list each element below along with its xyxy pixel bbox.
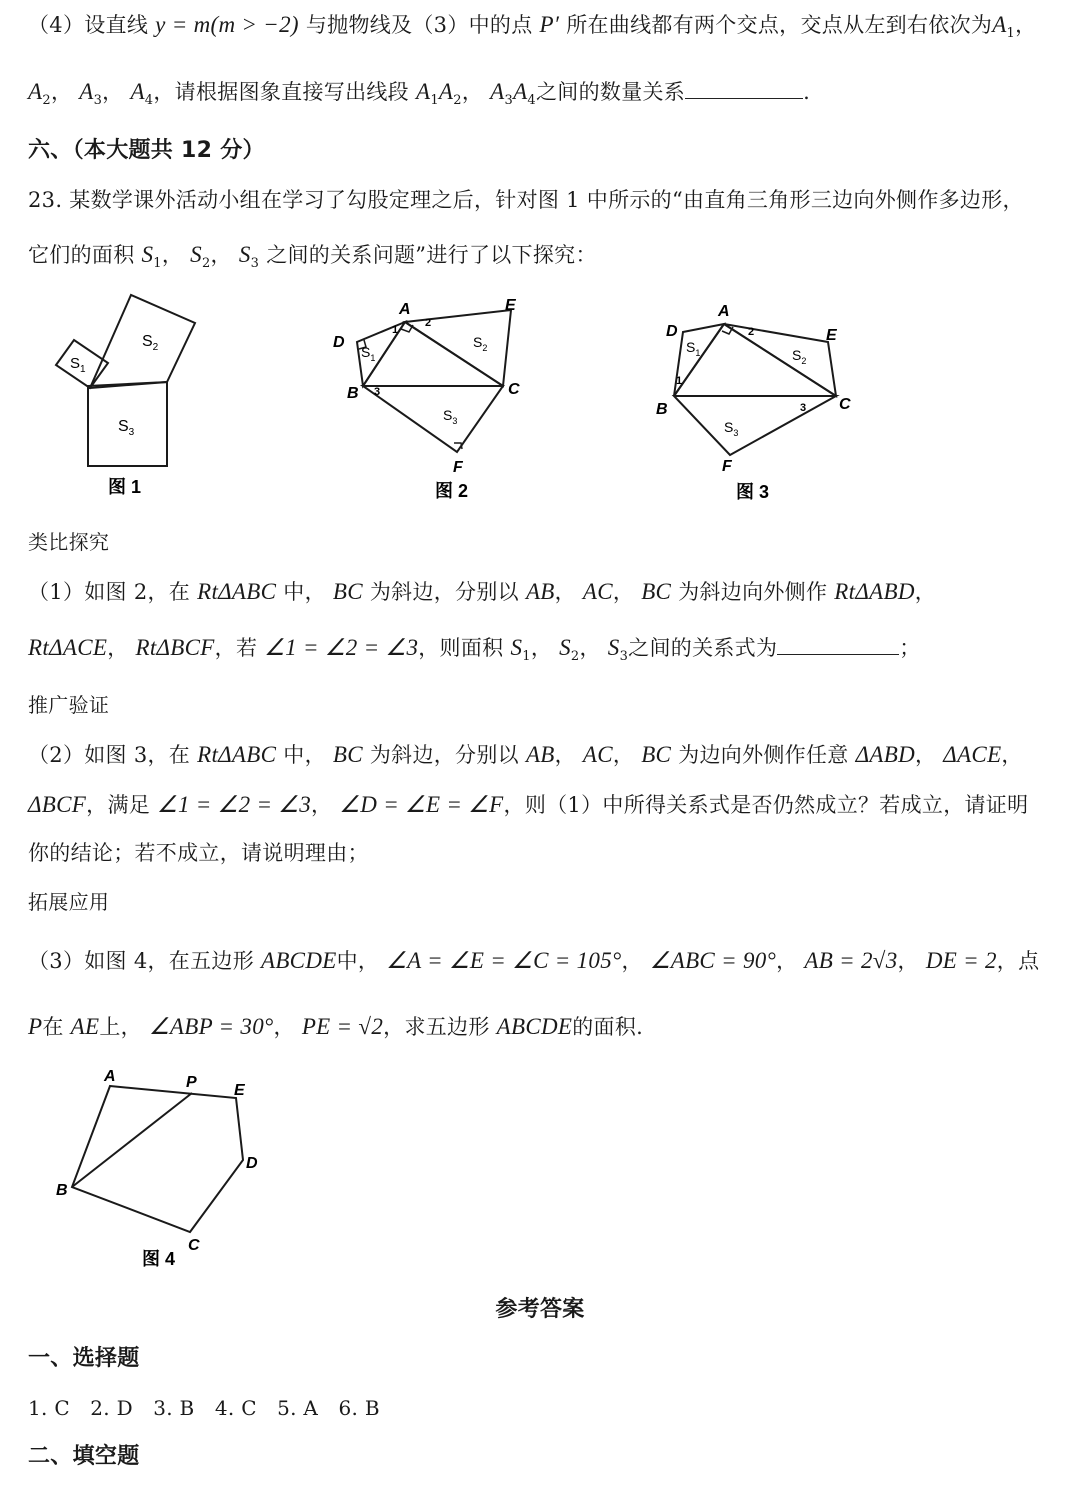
fig2-angle-2: 2 [425, 317, 432, 329]
p3-text-c: ，点 [996, 949, 1040, 973]
fig3-label-a: A [718, 303, 730, 320]
fig3-triangle-bcf [674, 396, 836, 455]
p3-ae: AE [70, 1014, 100, 1039]
seg2-a-sub: 3 [504, 93, 514, 108]
seg1-b: A [438, 79, 454, 104]
fig2-triangle-ace [405, 310, 511, 386]
fig1-caption: 图 1 [108, 477, 142, 497]
q23-intro-line1: 23. 某数学课外活动小组在学习了勾股定理之后，针对图 1 中所示的“由直角三角形三边向外侧作多边形， [28, 188, 1024, 212]
q23-intro2-a: 它们的面积 [28, 243, 135, 267]
p1-rt-abc: RtΔABC [197, 579, 277, 604]
p2-text-d: 为边向外侧作任意 [678, 743, 849, 767]
p2-rt-abc: RtΔABC [197, 742, 277, 767]
p1-angles: ∠1 = ∠2 = ∠3 [264, 635, 419, 660]
p1-ac: AC [582, 579, 613, 604]
fig1-label-s3: $S_3$ [118, 418, 135, 438]
seg2-a: A [490, 79, 505, 104]
s1-symbol: S [141, 242, 154, 267]
fig4-label-d: D [246, 1155, 258, 1172]
fig3-label-s1: $S_1$ [686, 339, 701, 358]
p1-text-g: 之间的关系式为 [628, 636, 778, 660]
s3-symbol: S [238, 242, 251, 267]
q23-intro2-b: 之间的关系问题”进行了以下探究： [266, 243, 597, 267]
fig4-label-e: E [234, 1082, 245, 1099]
point-a3: A [79, 79, 94, 104]
fig2-label-b: B [347, 385, 359, 402]
p3-abcde: ABCDE [260, 948, 337, 973]
q22-point-p-prime: P′ [539, 12, 560, 37]
q22-part4-text-d: ，请根据图象直接写出线段 [153, 80, 409, 104]
fig2-triangle-bcf [363, 386, 503, 452]
point-a2: A [28, 79, 43, 104]
q22-part4-line1 [28, 10, 1052, 49]
answer-blank-q22[interactable] [685, 76, 803, 99]
p1-s2: S [559, 635, 571, 660]
heading-extend: 拓展应用 [28, 890, 110, 914]
q22-part4-line2: $A_2$， $A_3$， $A_4$，请根据图象直接写出线段 $A_1A_2$， $A_3A_4$之间的数量关系 . [28, 76, 1052, 116]
fig2-label-e: E [505, 297, 516, 314]
q23-part2-line3: 你的结论；若不成立，请说明理由； [28, 841, 369, 865]
semicolon: ； [899, 636, 921, 660]
p3-pe: PE = √2 [301, 1014, 384, 1039]
q22-part4-text-a: （4）设直线 [28, 13, 149, 37]
fig4-label-a: A [104, 1068, 116, 1085]
p3-ab: AB = 2√3 [804, 948, 898, 973]
q23-part2-line2: ΔBCF，满足 ∠1 = ∠2 = ∠3， ∠D = ∠E = ∠F，则（1）中所得关系式是否仍然成立？若成立，请证明 [28, 792, 1029, 817]
p1-text-c: 为斜边，分别以 [369, 580, 519, 604]
seg1-a-sub: 1 [430, 93, 439, 108]
point-a1-sub: 1 [1006, 26, 1016, 41]
p1-rt-bcf: RtΔBCF [135, 635, 215, 660]
s1-sub: 1 [153, 256, 162, 271]
q22-part4-text-e: 之间的数量关系 [536, 80, 686, 104]
fig3-label-c: C [839, 396, 851, 413]
fig2-label-s1: $S_1$ [361, 344, 376, 363]
fig2-caption: 图 2 [435, 481, 469, 501]
p2-text-c: 为斜边，分别以 [369, 743, 519, 767]
seg1-b-sub: 2 [453, 93, 462, 108]
p2-ab: AB [525, 742, 555, 767]
p1-s1-sub: 1 [522, 649, 531, 664]
p3-de: DE = 2 [925, 948, 997, 973]
s2-sub: 2 [201, 256, 211, 271]
p2-bc-2: BC [641, 742, 672, 767]
q22-part4-text-c: 所在曲线都有两个交点，交点从左到右依次为 [566, 13, 993, 37]
q23-part1-line2: RtΔACE， RtΔBCF，若 ∠1 = ∠2 = ∠3，则面积 $S_1$， $S_2$， $S_3$之间的关系式为 ； [28, 632, 1052, 672]
p1-bc-2: BC [641, 579, 672, 604]
fig2-angle-1: 1 [392, 324, 399, 336]
p1-text-e: ，若 [214, 636, 258, 660]
p2-ac: AC [582, 742, 613, 767]
p3-abc: ∠ABC = 90° [649, 948, 777, 973]
p2-text-e: ，满足 [86, 793, 151, 817]
fig3-angle-3: 3 [800, 402, 807, 414]
point-a1: A [992, 12, 1007, 37]
p1-ab: AB [525, 579, 555, 604]
p3-text-f: ，求五边形 [383, 1015, 490, 1039]
p2-text-a: （2）如图 3，在 [28, 743, 191, 767]
fig3-angle-2: 2 [748, 326, 755, 338]
answer-blank-q23-1[interactable] [777, 632, 899, 655]
p2-angles: ∠1 = ∠2 = ∠3 [157, 792, 312, 817]
fig3-caption: 图 3 [736, 482, 770, 502]
fig2-label-s2: $S_2$ [473, 334, 488, 353]
p1-text-d: 为斜边向外侧作 [678, 580, 828, 604]
p3-text-a: （3）如图 4，在五边形 [28, 949, 254, 973]
answers-choices: 1. C 2. D 3. B 4. C 5. A 6. B [28, 1396, 380, 1420]
period: . [803, 80, 811, 104]
p3-text-b: 中， [336, 949, 380, 973]
fig4-caption: 图 4 [142, 1249, 176, 1269]
fig4-label-c: C [188, 1237, 200, 1254]
fig4-label-p: P [186, 1074, 197, 1091]
figure-3 [650, 298, 870, 506]
point-a3-sub: 3 [93, 93, 103, 108]
p3-abcde-2: ABCDE [496, 1014, 573, 1039]
fig2-label-f: F [453, 459, 463, 476]
s3-sub: 3 [250, 256, 260, 271]
figure-4 [50, 1062, 280, 1277]
p1-text-f: ，则面积 [418, 636, 504, 660]
p1-text-b: 中， [283, 580, 326, 604]
p2-def: ∠D = ∠E = ∠F [339, 792, 504, 817]
figure-1 [40, 288, 215, 503]
p1-rt-abd: RtΔABD [834, 579, 915, 604]
fig2-label-d: D [333, 334, 345, 351]
q23-part3-line1: （3）如图 4，在五边形 ABCDE中， ∠A = ∠E = ∠C = 105°， ∠ABC = 90°， AB = 2√3， DE = 2，点 [28, 948, 1040, 973]
p2-text-f: ，则（1）中所得关系式是否仍然成立？若成立，请证明 [503, 793, 1029, 817]
fig4-pentagon [72, 1086, 243, 1232]
fig2-angle-3: 3 [374, 386, 381, 398]
p2-text-b: 中， [283, 743, 326, 767]
fig3-label-f: F [722, 458, 732, 475]
fig3-label-s3: $S_3$ [724, 419, 739, 438]
fig3-label-e: E [826, 327, 837, 344]
q22-line-equation: y = m(m > −2) [155, 12, 299, 37]
point-a4-sub: 4 [144, 93, 154, 108]
fig3-segment-ac [724, 324, 836, 396]
answers-section-fill: 二、填空题 [28, 1444, 140, 1469]
p1-rt-ace: RtΔACE [28, 635, 108, 660]
p1-s1: S [510, 635, 523, 660]
p3-p: P [28, 1014, 43, 1039]
s2-symbol: S [190, 242, 202, 267]
figure-2 [325, 292, 535, 504]
heading-analogy: 类比探究 [28, 530, 110, 554]
q23-part2-line1: （2）如图 3，在 RtΔABC 中， BC 为斜边，分别以 AB， AC， BC 为边向外侧作任意 ΔABD， ΔACE， [28, 742, 1023, 767]
fig1-label-s1: $S_1$ [70, 355, 86, 375]
fig2-label-s3: $S_3$ [443, 407, 458, 426]
p1-s3-sub: 3 [619, 649, 629, 664]
p3-text-d: 在 [42, 1015, 64, 1039]
seg2-b: A [513, 79, 528, 104]
point-a2-sub: 2 [42, 93, 51, 108]
p2-abd: ΔABD [855, 742, 915, 767]
fig1-label-s2: $S_2$ [142, 333, 159, 353]
seg2-b-sub: 4 [527, 93, 536, 108]
p1-text-a: （1）如图 2，在 [28, 580, 191, 604]
heading-verify: 推广验证 [28, 693, 110, 717]
p1-bc: BC [332, 579, 363, 604]
q22-part4-text-b: 与抛物线及（3）中的点 [305, 13, 533, 37]
fig3-label-s2: $S_2$ [792, 347, 807, 366]
q23-part3-line2: P在 AE上， ∠ABP = 30°， PE = √2，求五边形 ABCDE的面积. [28, 1014, 644, 1039]
section-6-heading: 六、（本大题共 12 分） [28, 138, 265, 163]
point-a4: A [130, 79, 145, 104]
p1-s3: S [607, 635, 620, 660]
fig3-label-b: B [656, 401, 668, 418]
fig3-label-d: D [666, 323, 678, 340]
p3-text-g: 的面积. [572, 1015, 644, 1039]
fig2-label-c: C [508, 381, 520, 398]
fig3-angle-1: 1 [676, 375, 683, 387]
p3-text-e: 上， [99, 1015, 142, 1039]
fig4-label-b: B [56, 1182, 68, 1199]
seg1-a: A [415, 79, 431, 104]
q23-part1-line1: （1）如图 2，在 RtΔABC 中， BC 为斜边，分别以 AB， AC， BC 为斜边向外侧作 RtΔABD， [28, 579, 937, 604]
answers-title: 参考答案 [495, 1297, 585, 1322]
fig2-segment-ac [405, 322, 503, 386]
answers-section-choice: 一、选择题 [28, 1346, 140, 1371]
q23-intro-line2: 它们的面积 $S_1$， $S_2$， $S_3$ 之间的关系问题”进行了以下探究： [28, 242, 597, 271]
p3-abp: ∠ABP = 30° [148, 1014, 274, 1039]
p2-bcf: ΔBCF [28, 792, 87, 817]
fig2-label-a: A [399, 301, 411, 318]
p2-bc: BC [332, 742, 363, 767]
p2-ace: ΔACE [943, 742, 1002, 767]
comma: ， [1015, 13, 1037, 37]
p1-s2-sub: 2 [570, 649, 580, 664]
p3-angles: ∠A = ∠E = ∠C = 105° [386, 948, 622, 973]
